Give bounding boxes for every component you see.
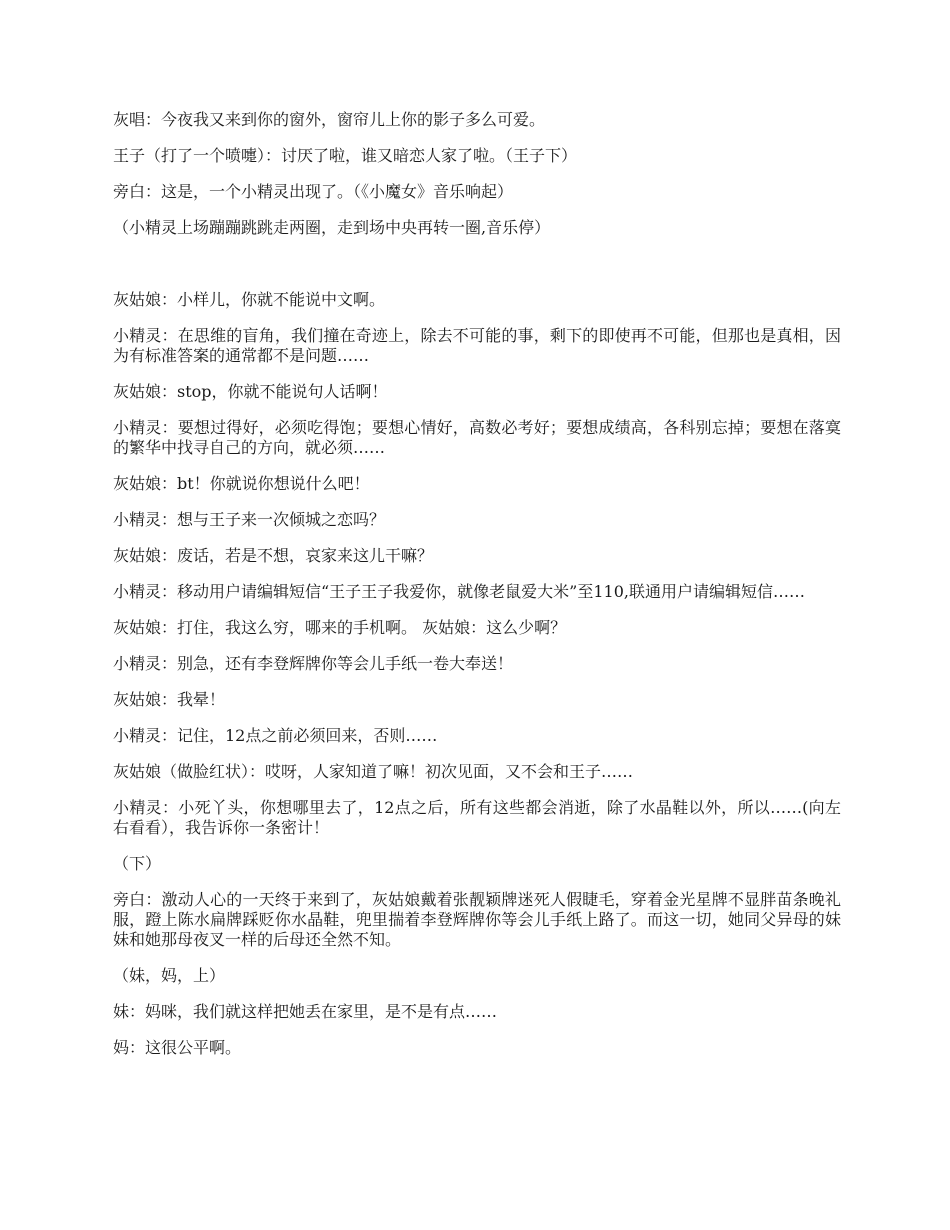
paragraph: 小精灵：别急，还有李登辉牌你等会儿手纸一卷大奉送！ (113, 654, 514, 673)
paragraph: 灰姑娘：我晕！ (113, 690, 226, 709)
paragraph: 灰姑娘：废话，若是不想，哀家来这儿干嘛？ (113, 546, 434, 565)
paragraph: 灰姑娘（做脸红状）：哎呀，人家知道了嘛！初次见面，又不会和王子…… (113, 762, 634, 781)
paragraph: 灰姑娘：小样儿，你就不能说中文啊。 (113, 290, 386, 309)
paragraph: 妹：妈咪，我们就这样把她丢在家里，是不是有点…… (113, 1002, 498, 1021)
paragraph: （下） (113, 854, 162, 873)
paragraph: 旁白：这是，一个小精灵出现了。（《小魔女》音乐响起） (113, 182, 514, 201)
paragraph: 灰姑娘：打住，我这么穷，哪来的手机啊。 灰姑娘：这么少啊？ (113, 618, 567, 637)
paragraph: 灰姑娘：bt！你就说你想说什么吧！ (113, 474, 370, 493)
paragraph: 小精灵：想与王子来一次倾城之恋吗？ (113, 510, 386, 529)
paragraph: 灰姑娘：stop，你就不能说句人话啊！ (113, 382, 388, 401)
paragraph: （妹，妈，上） (113, 966, 226, 985)
paragraph: 妈：这很公平啊。 (113, 1038, 242, 1057)
paragraph: 小精灵：小死丫头，你想哪里去了，12点之后，所有这些都会消逝，除了水晶鞋以外，所以……(向左右看看），我告诉你一条密计！ (113, 798, 841, 837)
paragraph: 灰唱：今夜我又来到你的窗外，窗帘儿上你的影子多么可爱。 (113, 110, 546, 129)
paragraph: 小精灵：记住，12点之前必须回来，否则…… (113, 726, 438, 745)
blank-gap (113, 254, 841, 290)
paragraph: 小精灵：要想过得好，必须吃得饱；要想心情好，高数必考好；要想成绩高，各科别忘掉；要想在落寞的繁华中找寻自己的方向，就必须…… (113, 418, 841, 457)
document-body (113, 110, 841, 1074)
paragraph: 旁白：激动人心的一天终于来到了，灰姑娘戴着张靓颖牌迷死人假睫毛，穿着金光星牌不显胖苗条晚礼服，蹬上陈水扁牌踩贬你水晶鞋，兜里揣着李登辉牌你等会儿手纸上路了。而这一切，她同父异母的妹妹和她那母夜叉一样的后母还全然不知。 (113, 890, 841, 949)
paragraph: 小精灵：移动用户请编辑短信“王子王子我爱你，就像老鼠爱大米”至110,联通用户请编辑短信…… (113, 582, 805, 601)
paragraph: （小精灵上场蹦蹦跳跳走两圈，走到场中央再转一圈,音乐停） (113, 218, 551, 237)
paragraph: 王子（打了一个喷嚏）：讨厌了啦，谁又暗恋人家了啦。（王子下） (113, 146, 578, 165)
paragraph: 小精灵：在思维的盲角，我们撞在奇迹上，除去不可能的事，剩下的即使再不可能，但那也是真相，因为有标准答案的通常都不是问题…… (113, 326, 841, 365)
